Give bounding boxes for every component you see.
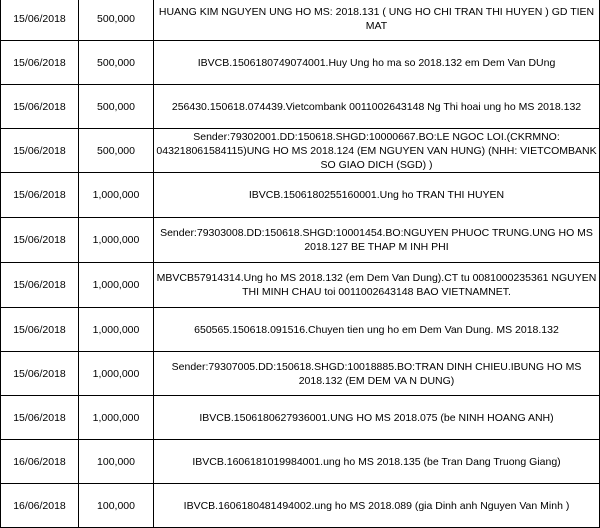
table-row [1, 218, 600, 263]
description-text: HUANG KIM NGUYEN UNG HO MS: 2018.131 ( UNG HO CHI TRAN THI HUYEN ) GD TIEN MAT [158, 5, 595, 32]
date-cell: 15/06/2018 [1, 352, 79, 396]
amount-cell: 1,000,000 [79, 263, 154, 308]
date-cell: 15/06/2018 [1, 173, 79, 218]
amount-cell: 1,000,000 [79, 396, 154, 440]
amount-cell: 500,000 [79, 0, 154, 41]
date-cell: 15/06/2018 [1, 218, 79, 263]
description-text: Sender:79302001.DD:150618.SHGD:10000667.BO:LE NGOC LOI.(CKRMNO: 043218061584115)UNG HO MS 2018.124 (EM NGUYEN VAN HUNG) (NHH: VIETCOMBANK SO GIAO DICH (SGD) ) [156, 130, 597, 171]
date-cell: 16/06/2018 [1, 440, 79, 484]
description-text: IBVCB.1606180481494002.ung ho MS 2018.089 (gia Dinh anh Nguyen Van Minh ) [183, 499, 570, 512]
description-text: MBVCB57914314.Ung ho MS 2018.132 (em Dem Van Dung).CT tu 0081000235361 NGUYEN THI MINH CHAU toi 0011002643148 BAO VIETNAMNET. [156, 272, 597, 298]
description-cell [154, 352, 600, 396]
amount-cell: 1,000,000 [79, 308, 154, 352]
description-text: IBVCB.1606181019984001.ung ho MS 2018.135 (be Tran Dang Truong Giang) [192, 455, 561, 468]
table-row [1, 173, 600, 218]
table-row [1, 0, 600, 41]
description-cell [154, 218, 600, 263]
date-cell: 15/06/2018 [1, 263, 79, 308]
table-row [1, 263, 600, 308]
description-text: IBVCB.1506180749074001.Huy Ung ho ma so 2018.132 em Dem Van DUng [197, 56, 556, 69]
description-cell [154, 85, 600, 129]
amount-cell: 100,000 [79, 440, 154, 484]
amount-cell: 1,000,000 [79, 352, 154, 396]
amount-cell: 500,000 [79, 41, 154, 85]
date-cell: 15/06/2018 [1, 129, 79, 173]
description-cell [154, 263, 600, 308]
amount-cell: 500,000 [79, 129, 154, 173]
table-row [1, 85, 600, 129]
description-text: 650565.150618.091516.Chuyen tien ung ho em Dem Van Dung. MS 2018.132 [194, 323, 559, 336]
description-cell [154, 308, 600, 352]
description-text: IBVCB.1506180255160001.Ung ho TRAN THI HUYEN [248, 189, 505, 201]
date-cell: 15/06/2018 [1, 308, 79, 352]
date-cell: 15/06/2018 [1, 85, 79, 129]
table-row [1, 308, 600, 352]
table-row [1, 129, 600, 173]
description-text: Sender:79303008.DD:150618.SHGD:10001454.BO:NGUYEN PHUOC TRUNG.UNG HO MS 2018.127 BE THAP M INH PHI [160, 227, 593, 253]
amount-cell: 100,000 [79, 484, 154, 528]
date-cell: 15/06/2018 [1, 396, 79, 440]
description-text: 256430.150618.074439.Vietcombank 0011002643148 Ng Thi hoai ung ho MS 2018.132 [171, 100, 582, 113]
amount-cell: 500,000 [79, 85, 154, 129]
date-cell: 15/06/2018 [1, 0, 79, 41]
amount-cell: 1,000,000 [79, 218, 154, 263]
table-row [1, 396, 600, 440]
table-row [1, 440, 600, 484]
description-cell [154, 0, 600, 41]
description-cell [154, 41, 600, 85]
description-cell [154, 440, 600, 484]
table-row [1, 352, 600, 396]
table-row [1, 41, 600, 85]
description-cell [154, 396, 600, 440]
description-text: Sender:79307005.DD:150618.SHGD:10018885.BO:TRAN DINH CHIEU.IBUNG HO MS 2018.132 (EM DEM VA N DUNG) [171, 360, 582, 387]
amount-cell: 1,000,000 [79, 173, 154, 218]
description-cell [154, 173, 600, 218]
description-text: IBVCB.1506180627936001.UNG HO MS 2018.075 (be NINH HOANG ANH) [199, 411, 554, 424]
date-cell: 15/06/2018 [1, 41, 79, 85]
date-cell: 16/06/2018 [1, 484, 79, 528]
description-cell [154, 129, 600, 173]
